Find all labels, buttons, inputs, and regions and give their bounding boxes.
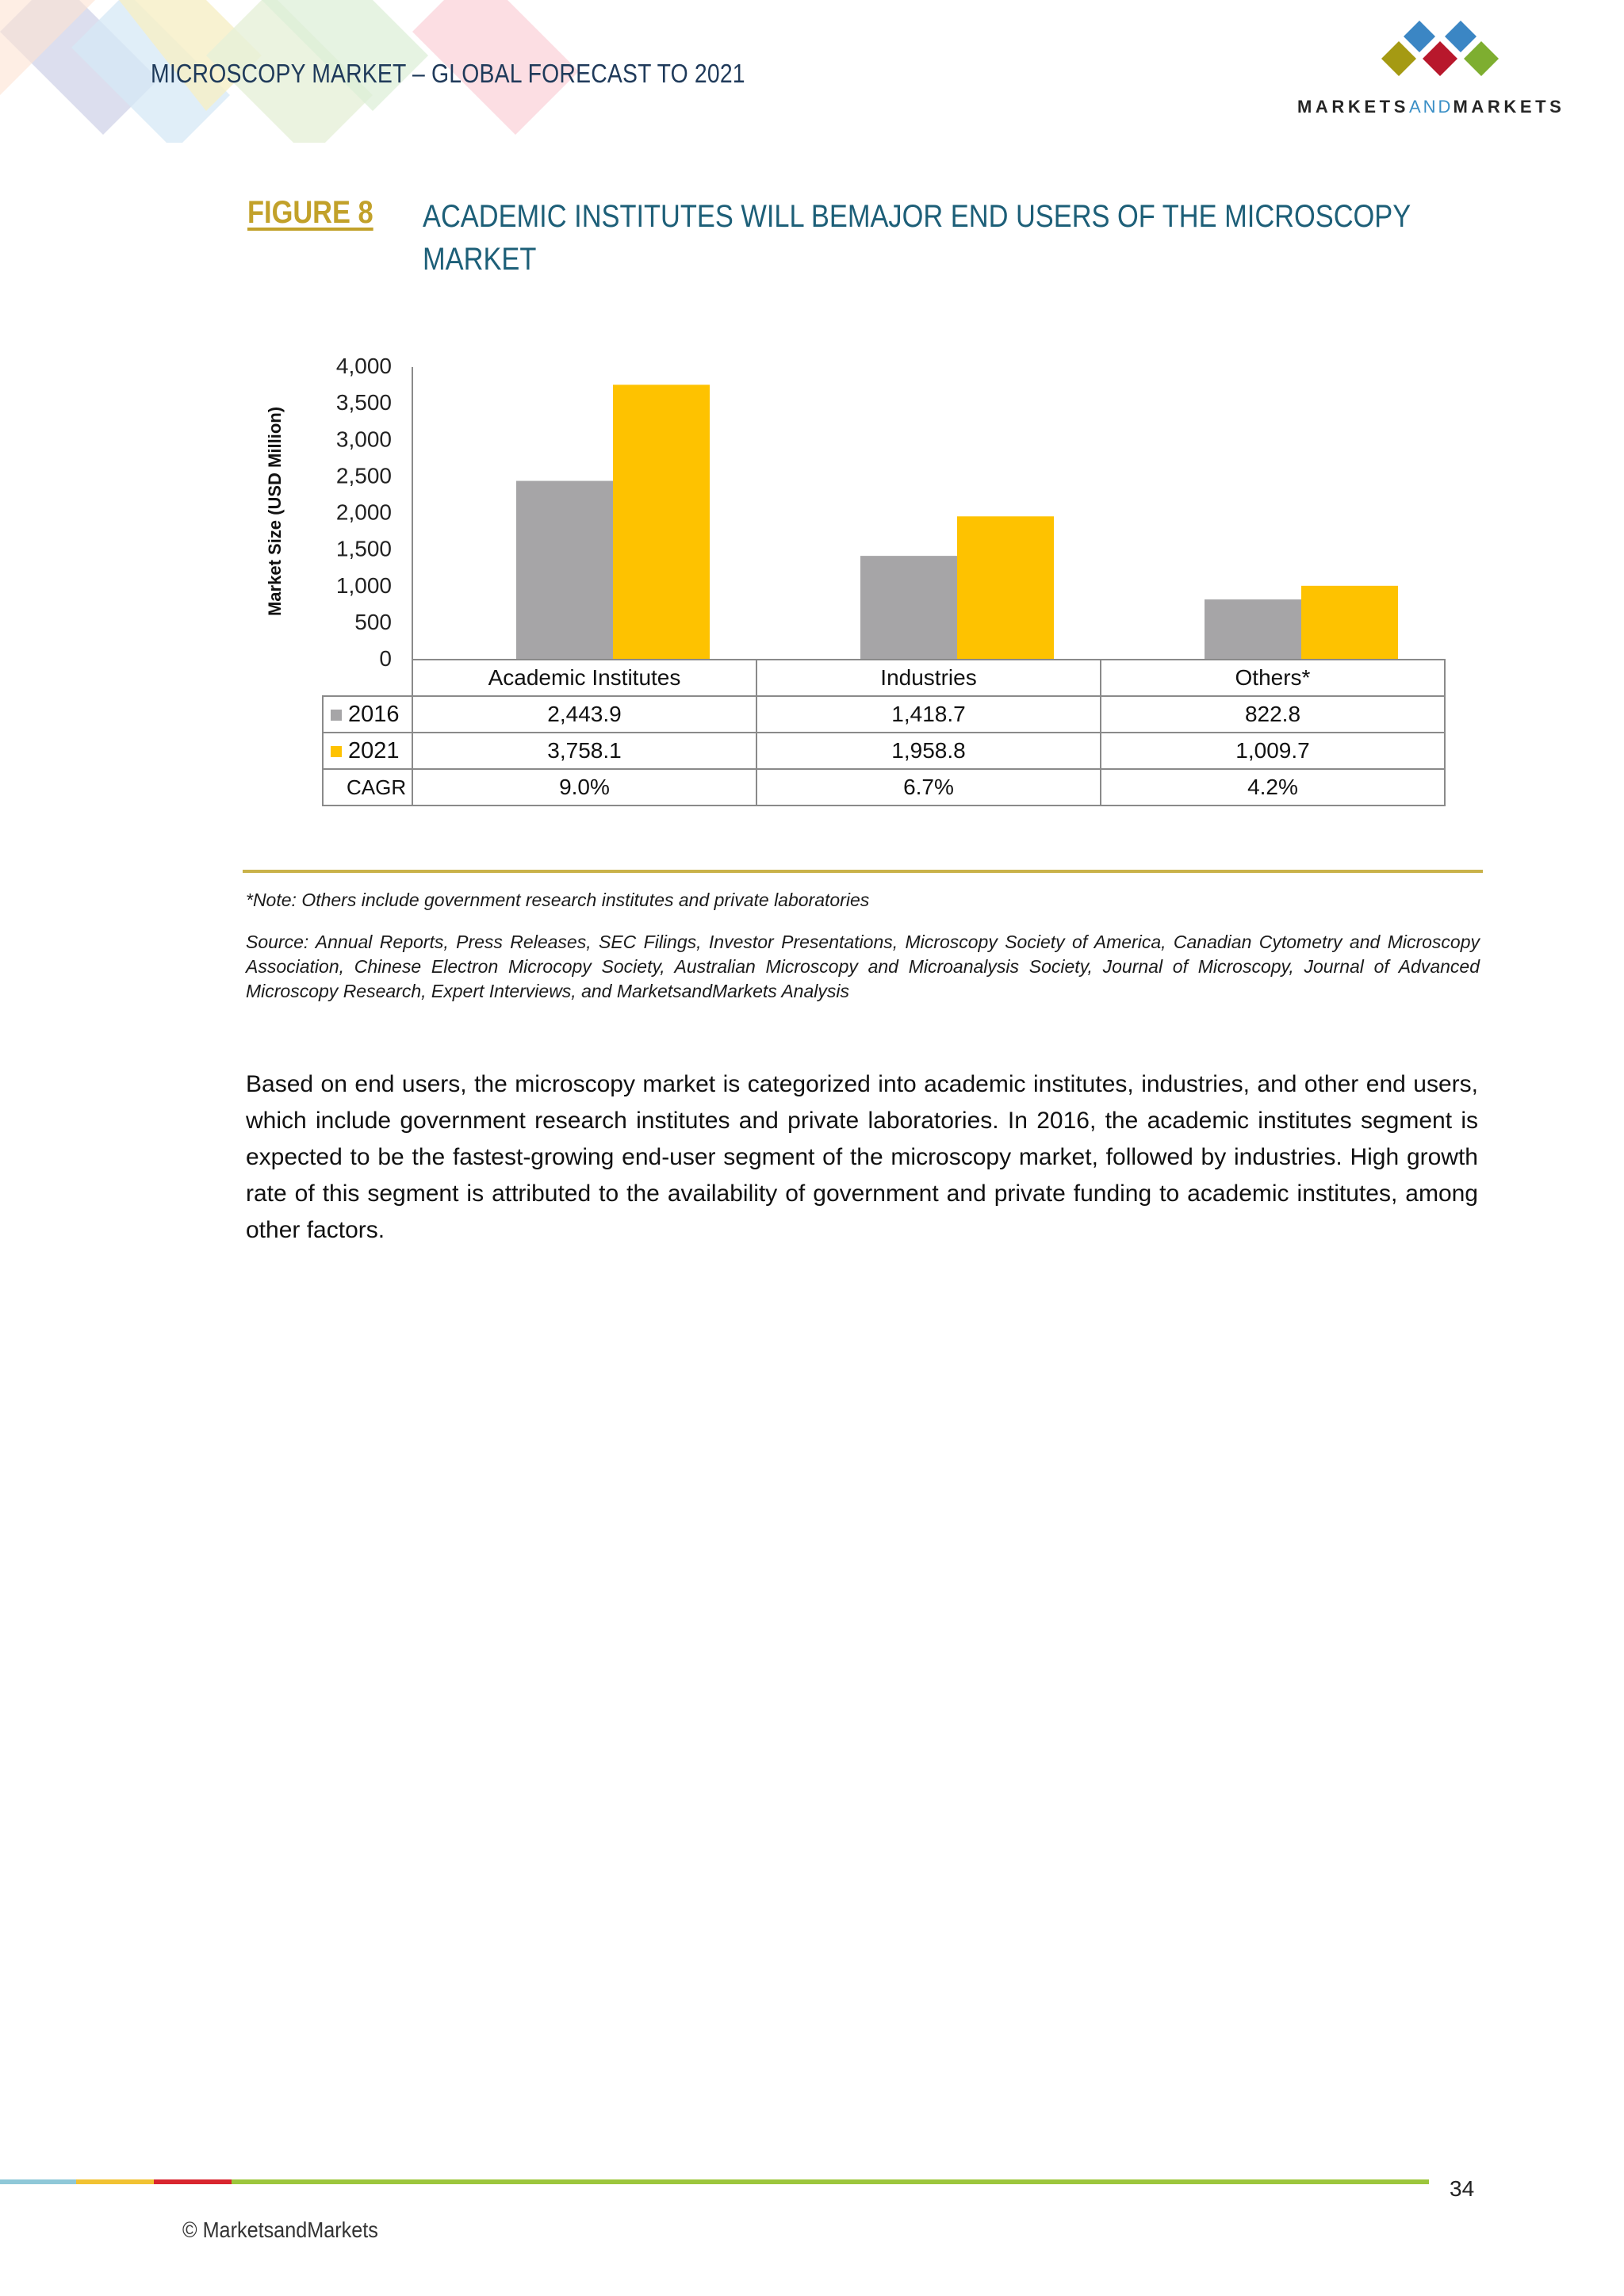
legend-swatch-2021 <box>331 746 342 757</box>
y-tick-label: 0 <box>379 646 392 671</box>
bar-2021-1 <box>957 516 1054 660</box>
y-axis-label: Market Size (USD Million) <box>265 406 285 617</box>
marketsandmarkets-logo <box>1348 14 1522 94</box>
divider-rule <box>243 870 1483 873</box>
data-label: 2,443.9 <box>547 702 622 726</box>
bar-2016-2 <box>1205 599 1301 660</box>
data-label: 1,418.7 <box>891 702 966 726</box>
category-label: Industries <box>880 665 977 690</box>
bar-2021-2 <box>1301 586 1398 660</box>
y-tick-label: 3,000 <box>335 427 392 452</box>
data-label: 3,758.1 <box>547 738 622 763</box>
y-tick-label: 3,500 <box>335 390 392 415</box>
data-label: 1,009.7 <box>1235 738 1310 763</box>
bar-chart <box>254 341 1459 817</box>
body-paragraph: Based on end users, the microscopy market is categorized into academic institutes, industries, and other end users, which include government research institutes and private laboratories. In 2016, the academic institutes segment is expected to be the fastest-growing end-user segment of the microscopy market, followed by industries. High growth rate of this segment is attributed to the availability of government and private funding to academic institutes, among other factors. <box>246 1071 1478 1243</box>
y-tick-label: 2,000 <box>335 499 392 525</box>
chart-source: Source: Annual Reports, Press Releases, SEC Filings, Investor Presentations, Microscopy Society of America, Canadian Cytometry and Microscopy Association, Chinese Electron Microcopy Society, Australian Microscopy and Microanalysis Society, Journal of Microscopy, Journal of Advanced Microscopy Research, Expert Interviews, and MarketsandMarkets Analysis <box>246 932 1480 1001</box>
brand-mid: AND <box>1408 97 1454 117</box>
y-tick-label: 500 <box>354 609 392 634</box>
data-label: 4.2% <box>1247 775 1298 799</box>
brand-left: MARKETS <box>1297 97 1409 117</box>
bar-2021-0 <box>613 385 710 660</box>
data-label: 822.8 <box>1244 702 1301 726</box>
footer-color-bar <box>0 2179 1435 2186</box>
row-label: 2016 <box>348 702 400 727</box>
legend-swatch-2016 <box>331 710 342 721</box>
data-label: 9.0% <box>559 775 610 799</box>
data-label: 6.7% <box>903 775 954 799</box>
y-tick-label: 2,500 <box>335 463 392 488</box>
copyright: © MarketsandMarkets <box>182 2218 378 2242</box>
figure-label: FIGURE 8 <box>247 195 373 230</box>
row-label: 2021 <box>348 738 400 763</box>
category-label: Others* <box>1235 665 1311 690</box>
bar-2016-0 <box>516 481 613 660</box>
y-tick-label: 1,500 <box>335 536 392 561</box>
brand-wordmark <box>1297 97 1565 117</box>
header-title: MICROSCOPY MARKET – GLOBAL FORECAST TO 2021 <box>151 59 745 88</box>
page-number: 34 <box>1450 2176 1475 2201</box>
category-label: Academic Institutes <box>488 665 681 690</box>
y-tick-label: 4,000 <box>335 354 392 378</box>
bar-2016-1 <box>860 556 957 660</box>
y-tick-label: 1,000 <box>335 572 392 598</box>
data-label: 1,958.8 <box>891 738 966 763</box>
chart-note: *Note: Others include government research institutes and private laboratories <box>246 890 870 910</box>
brand-right: MARKETS <box>1453 97 1565 117</box>
row-label: CAGR <box>347 775 407 799</box>
figure-title: ACADEMIC INSTITUTES WILL BEMAJOR END USERS OF THE MICROSCOPY MARKET <box>423 199 1411 277</box>
